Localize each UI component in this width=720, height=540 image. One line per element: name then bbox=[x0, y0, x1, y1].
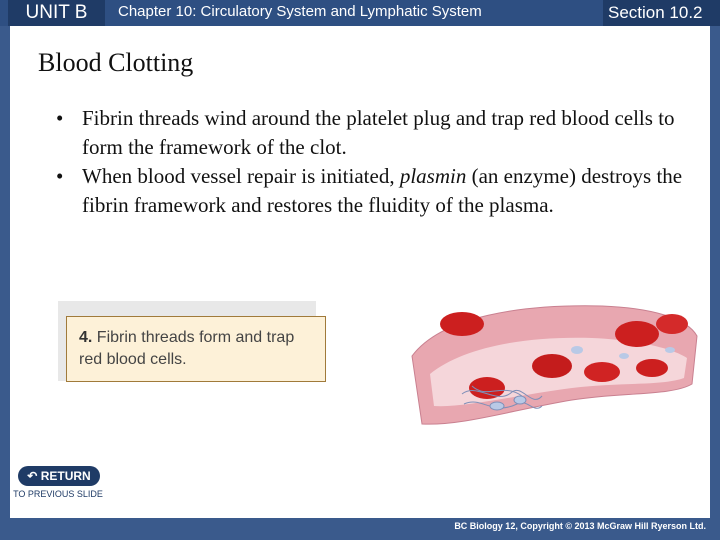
return-label: RETURN bbox=[40, 469, 91, 483]
red-blood-cell bbox=[615, 321, 659, 347]
blood-vessel-illustration bbox=[402, 296, 702, 436]
unit-label: UNIT B bbox=[8, 0, 105, 26]
red-blood-cell bbox=[440, 312, 484, 336]
clot-figure bbox=[58, 296, 708, 436]
caption-step-number: 4. bbox=[79, 329, 93, 346]
chapter-title: Chapter 10: Circulatory System and Lymphatic System bbox=[118, 3, 482, 20]
slide-content bbox=[10, 26, 710, 518]
bullet-dot: • bbox=[56, 164, 64, 188]
bullet-text-after: (an enzyme) destroys the fibrin framework and restores the fluidity of the plasma. bbox=[82, 164, 683, 217]
return-arrow-icon: ↶ bbox=[27, 469, 38, 483]
bullet-text: Fibrin threads wind around the platelet plug and trap red blood cells to form the framework of the clot. bbox=[82, 106, 675, 159]
bullet-dot: • bbox=[56, 106, 64, 130]
platelet bbox=[665, 347, 675, 353]
bullet-list bbox=[54, 104, 684, 220]
section-label: Section 10.2 bbox=[603, 0, 720, 26]
bullet-text-before: When blood vessel repair is initiated, bbox=[82, 164, 400, 188]
red-blood-cell bbox=[636, 359, 668, 377]
platelet bbox=[571, 346, 583, 354]
return-button[interactable] bbox=[18, 466, 100, 486]
footer-bar bbox=[0, 518, 720, 540]
red-blood-cell bbox=[532, 354, 572, 378]
bullet-emphasis: plasmin bbox=[399, 164, 467, 188]
platelet bbox=[619, 353, 629, 359]
header-bar bbox=[0, 0, 720, 26]
copyright-text: BC Biology 12, Copyright © 2013 McGraw Hill Ryerson Ltd. bbox=[454, 521, 706, 531]
return-sublabel: TO PREVIOUS SLIDE bbox=[13, 489, 103, 499]
red-blood-cell bbox=[584, 362, 620, 382]
bullet-item bbox=[54, 162, 684, 220]
figure-caption bbox=[66, 316, 326, 382]
caption-text: Fibrin threads form and trap red blood cells. bbox=[79, 329, 295, 368]
bullet-item bbox=[54, 104, 684, 162]
red-blood-cell bbox=[656, 314, 688, 334]
slide-title: Blood Clotting bbox=[38, 48, 194, 77]
